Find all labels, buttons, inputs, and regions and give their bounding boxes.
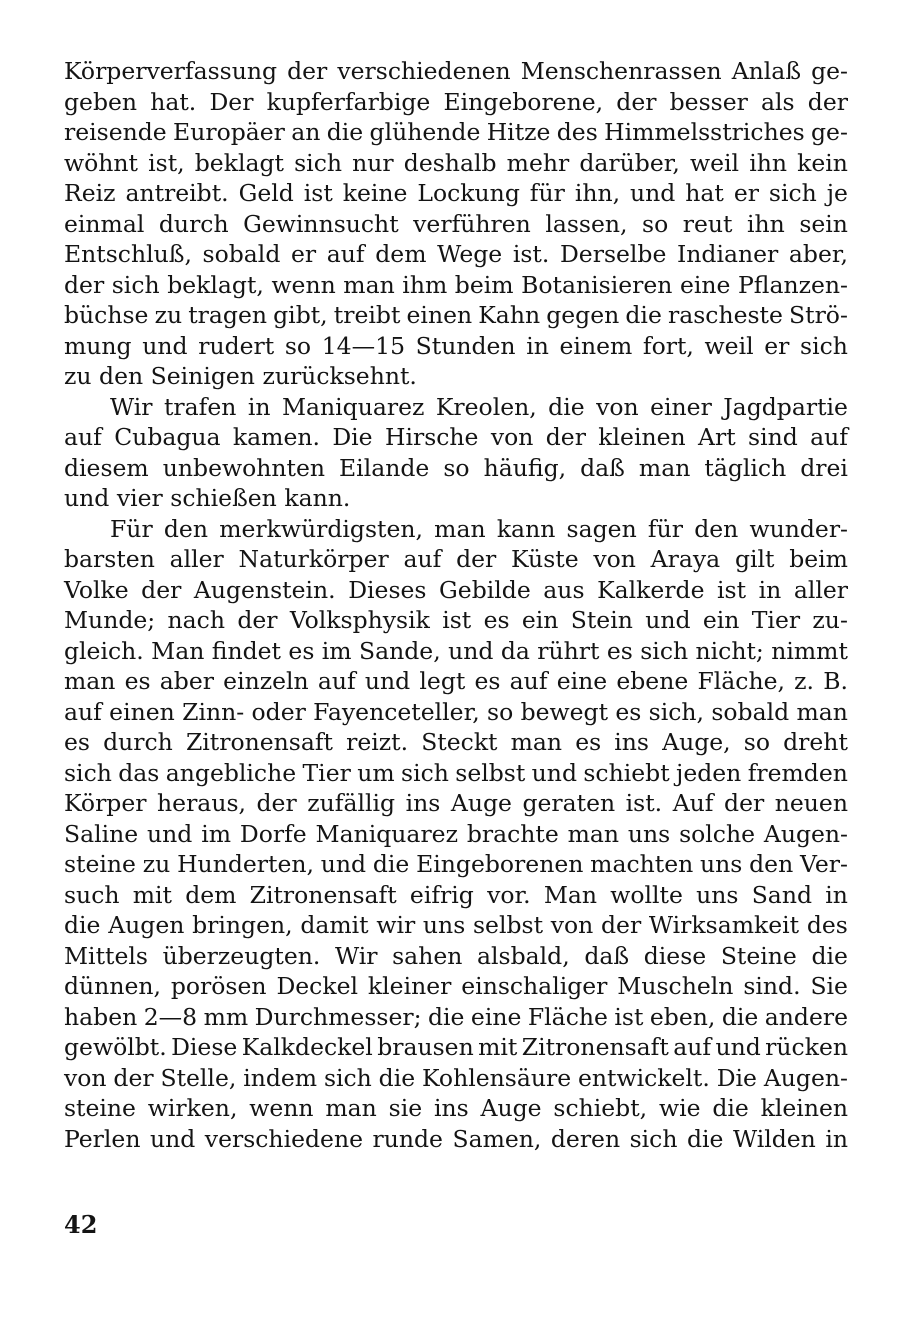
text-line: der sich beklagt, wenn man ihm beim Botanisieren eine Pflanzen- — [64, 270, 848, 299]
text-line: gewölbt. Diese Kalkdeckel brausen mit Zitronensaft auf und rücken — [64, 1033, 848, 1061]
text-line: zu den Seinigen zurücksehnt. — [64, 362, 417, 390]
text-line: reisende Europäer an die glühende Hitze des Himmelsstriches ge- — [64, 118, 848, 146]
text-line: man es aber einzeln auf und legt es auf eine ebene Fläche, z. B. — [64, 667, 848, 695]
text-line: von der Stelle, indem sich die Kohlensäure entwickelt. Die Augen- — [64, 1063, 848, 1092]
text-line: sich das angebliche Tier um sich selbst und schiebt jeden fremden — [64, 758, 848, 787]
text-line: Munde; nach der Volksphysik ist es ein Stein und ein Tier zu- — [64, 606, 848, 634]
text-line: Volke der Augenstein. Dieses Gebilde aus Kalkerde ist in aller — [64, 575, 848, 604]
text-line: wöhnt ist, beklagt sich nur deshalb mehr darüber, weil ihn kein — [64, 148, 848, 177]
text-line: diesem unbewohnten Eilande so häufig, daß man täglich drei — [64, 453, 848, 482]
text-line: Körper heraus, der zufällig ins Auge geraten ist. Auf der neuen — [64, 789, 848, 817]
text-line: Saline und im Dorfe Maniquarez brachte man uns solche Augen- — [64, 819, 848, 848]
text-line: büchse zu tragen gibt, treibt einen Kahn gegen die rascheste Strö- — [64, 301, 848, 329]
text-line: haben 2—8 mm Durchmesser; die eine Fläche ist eben, die andere — [64, 1002, 848, 1031]
text-line: Reiz antreibt. Geld ist keine Lockung für ihn, und hat er sich je — [64, 179, 848, 207]
text-line: Für den merkwürdigsten, man kann sagen für den wunder- — [110, 514, 848, 543]
text-line: steine wirken, wenn man sie ins Auge schiebt, wie die kleinen — [64, 1094, 848, 1122]
text-line: such mit dem Zitronensaft eifrig vor. Man wollte uns Sand in — [64, 880, 848, 909]
text-line: einmal durch Gewinnsucht verführen lassen, so reut ihn sein — [64, 209, 848, 238]
text-line: gleich. Man findet es im Sande, und da rührt es sich nicht; nimmt — [64, 636, 848, 665]
text-line: barsten aller Naturkörper auf der Küste von Araya gilt beim — [64, 545, 848, 573]
text-line: Körperverfassung der verschiedenen Menschenrassen Anlaß ge- — [64, 57, 848, 85]
text-line: Mittels überzeugten. Wir sahen alsbald, daß diese Steine die — [64, 941, 848, 970]
text-line: auf Cubagua kamen. Die Hirsche von der kleinen Art sind auf — [64, 423, 848, 451]
text-line: Wir trafen in Maniquarez Kreolen, die von einer Jagdpartie — [110, 392, 848, 421]
text-line: geben hat. Der kupferfarbige Eingeborene, der besser als der — [64, 87, 848, 116]
text-line: Perlen und verschiedene runde Samen, deren sich die Wilden in — [64, 1124, 848, 1153]
text-line: mung und rudert so 14—15 Stunden in einem fort, weil er sich — [64, 331, 848, 360]
paragraph — [64, 392, 848, 514]
text-line: Entschluß, sobald er auf dem Wege ist. Derselbe Indianer aber, — [64, 240, 848, 268]
text-line: steine zu Hunderten, und die Eingeborenen machten uns den Ver- — [64, 850, 848, 878]
paragraph — [64, 514, 848, 1155]
page-number: 42 — [64, 1210, 98, 1239]
text-line: auf einen Zinn- oder Fayenceteller, so bewegt es sich, sobald man — [64, 697, 848, 726]
paragraph — [64, 56, 848, 392]
text-line: die Augen bringen, damit wir uns selbst von der Wirksamkeit des — [64, 911, 848, 939]
text-line: und vier schießen kann. — [64, 484, 351, 512]
text-line: dünnen, porösen Deckel kleiner einschaliger Muscheln sind. Sie — [64, 972, 848, 1000]
text-line: es durch Zitronensaft reizt. Steckt man es ins Auge, so dreht — [64, 728, 848, 756]
page-body — [64, 56, 848, 1154]
